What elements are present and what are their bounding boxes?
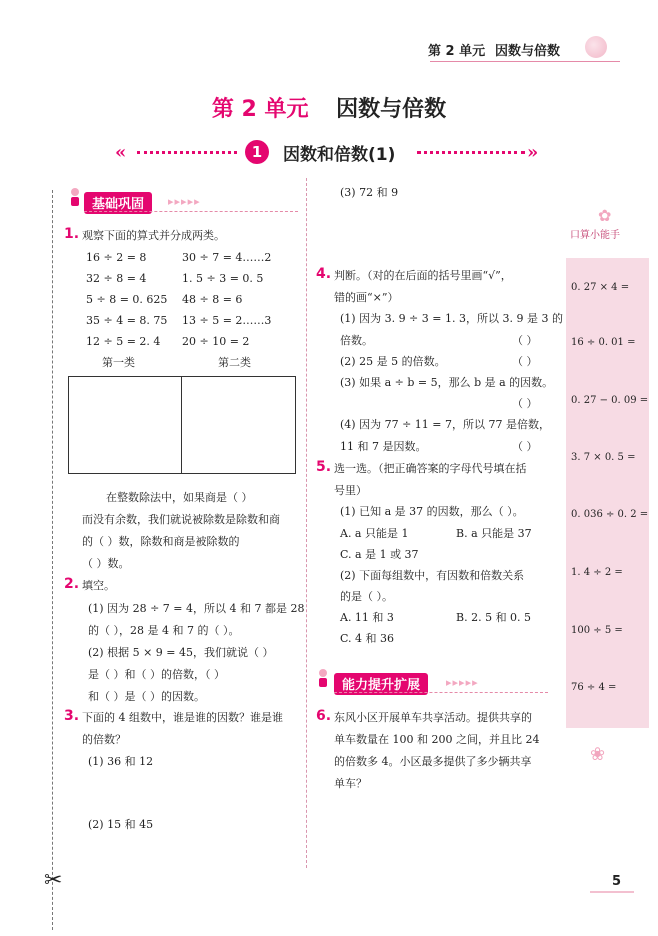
flower-icon: ❀ xyxy=(590,744,606,765)
answer-paren[interactable]: （ ） xyxy=(512,355,538,368)
mental-math-item: 0. 27 × 4 = xyxy=(571,282,630,293)
q3-item: (2) 15 和 45 xyxy=(88,818,154,831)
formula: 5 ÷ 8 = 0. 625 xyxy=(86,293,168,306)
scissors-icon: ✂ xyxy=(44,868,63,893)
header-topic: 因数与倍数 xyxy=(495,44,561,59)
formula: 48 ÷ 8 = 6 xyxy=(182,293,243,306)
question-prompt: 判断。（对的在后面的括号里画“√”， xyxy=(334,269,512,282)
choice-question: 的是（ ）。 xyxy=(340,590,393,603)
choice-option[interactable]: A. 11 和 3 xyxy=(340,611,394,624)
judge-item: 11 和 7 是因数。 xyxy=(340,440,427,453)
choice-question: (1) 已知 a 是 37 的因数，那么（ ）。 xyxy=(340,505,524,518)
question-number: 5. xyxy=(316,459,332,475)
word-problem-text: 单车数量在 100 和 200 之间，并且比 24 xyxy=(334,733,540,746)
header-underline xyxy=(430,61,620,62)
column-divider xyxy=(306,178,307,868)
lesson-number: 1 xyxy=(245,140,269,164)
unit-title-number: 第 2 单元 xyxy=(211,97,309,122)
chevron-right-icon: » xyxy=(527,142,533,163)
arrow-decoration-icon: ▸▸▸▸▸ xyxy=(446,676,479,689)
choice-option[interactable]: B. a 只能是 37 xyxy=(456,527,532,540)
side-panel-title: 口算小能手 xyxy=(570,230,620,241)
mental-math-item: 0. 27 − 0. 09 = xyxy=(571,395,649,406)
judge-item: (1) 因为 3. 9 ÷ 3 = 1. 3，所以 3. 9 是 3 的 xyxy=(340,312,563,325)
fill-text: (1) 因为 28 ÷ 7 = 4，所以 4 和 7 都是 28 xyxy=(88,602,305,615)
question-prompt: 的倍数？ xyxy=(82,733,126,746)
fill-text: (2) 根据 5 × 9 = 45，我们就说（ ） xyxy=(88,646,274,659)
formula: 30 ÷ 7 = 4……2 xyxy=(182,251,272,264)
lesson-title: 因数和倍数(1) xyxy=(283,145,396,165)
question-prompt: 填空。 xyxy=(82,579,115,592)
fill-text: 在整数除法中，如果商是（ ） xyxy=(106,491,253,504)
judge-item: 倍数。 xyxy=(340,334,373,347)
mental-math-item: 1. 4 ÷ 2 = xyxy=(571,567,623,578)
girl-mascot-icon xyxy=(316,668,330,690)
judge-item: (4) 因为 77 ÷ 11 = 7，所以 77 是倍数， xyxy=(340,418,550,431)
section-tag-basic: 基础巩固 xyxy=(84,192,152,214)
flower-icon: ✿ xyxy=(598,206,612,225)
q3-item: (3) 72 和 9 xyxy=(340,186,399,199)
fill-text: （ ）数。 xyxy=(82,557,130,570)
question-prompt: 观察下面的算式并分成两类。 xyxy=(82,229,225,242)
fill-text: 和（ ）是（ ）的因数。 xyxy=(88,690,205,703)
choice-question: (2) 下面每组数中，有因数和倍数关系 xyxy=(340,569,525,582)
judge-item: (2) 25 是 5 的倍数。 xyxy=(340,355,446,368)
mental-math-item: 100 ÷ 5 = xyxy=(571,625,623,636)
formula: 20 ÷ 10 = 2 xyxy=(182,335,250,348)
question-number: 3. xyxy=(64,708,80,724)
cut-line xyxy=(52,190,53,930)
question-prompt: 选一选。（把正确答案的字母代号填在括 xyxy=(334,462,527,475)
unit-title xyxy=(0,92,658,123)
lesson-bar xyxy=(115,138,545,166)
answer-paren[interactable]: （ ） xyxy=(512,440,538,453)
question-number: 4. xyxy=(316,266,332,282)
classification-divider xyxy=(181,376,182,474)
answer-paren[interactable]: （ ） xyxy=(512,334,538,347)
unit-title-name: 因数与倍数 xyxy=(336,97,447,122)
dotted-line-left xyxy=(137,151,237,154)
formula: 13 ÷ 5 = 2……3 xyxy=(182,314,272,327)
mental-math-item: 16 ÷ 0. 01 = xyxy=(571,337,636,348)
formula: 16 ÷ 2 = 8 xyxy=(86,251,147,264)
choice-option[interactable]: C. 4 和 36 xyxy=(340,632,395,645)
question-number: 2. xyxy=(64,576,80,592)
dotted-line-right xyxy=(417,151,525,154)
side-panel xyxy=(566,258,649,728)
formula: 35 ÷ 4 = 8. 75 xyxy=(86,314,168,327)
girl-mascot-icon xyxy=(68,187,82,209)
question-number: 6. xyxy=(316,708,332,724)
word-problem-text: 东风小区开展单车共享活动。提供共享的 xyxy=(334,711,532,724)
choice-option[interactable]: B. 2. 5 和 0. 5 xyxy=(456,611,532,624)
section-underline xyxy=(84,211,298,212)
choice-option[interactable]: A. a 只能是 1 xyxy=(340,527,409,540)
word-problem-text: 的倍数多 4。小区最多提供了多少辆共享 xyxy=(334,755,532,768)
answer-paren[interactable]: （ ） xyxy=(512,397,538,410)
header-decoration-icon xyxy=(585,36,607,58)
word-problem-text: 单车？ xyxy=(334,777,367,790)
q3-item: (1) 36 和 12 xyxy=(88,755,154,768)
class-label: 第一类 xyxy=(102,356,135,369)
chevron-left-icon: « xyxy=(115,142,121,163)
page-number-underline xyxy=(590,891,634,893)
fill-text: 是（ ）和（ ）的倍数，（ ） xyxy=(88,668,225,681)
judge-item: (3) 如果 a ÷ b = 5，那么 b 是 a 的因数。 xyxy=(340,376,554,389)
question-prompt: 号里） xyxy=(334,484,367,497)
section-tag-advanced: 能力提升扩展 xyxy=(334,673,428,695)
mental-math-item: 76 ÷ 4 = xyxy=(571,682,617,693)
header-unit: 第 2 单元 xyxy=(428,44,486,59)
question-number: 1. xyxy=(64,226,80,242)
classification-box[interactable] xyxy=(68,376,296,474)
class-label: 第二类 xyxy=(218,356,251,369)
fill-text: 的（ ），28 是 4 和 7 的（ ）。 xyxy=(88,624,240,637)
question-prompt: 错的画“×”） xyxy=(334,291,399,304)
formula: 32 ÷ 8 = 4 xyxy=(86,272,147,285)
arrow-decoration-icon: ▸▸▸▸▸ xyxy=(168,195,201,208)
section-underline xyxy=(334,692,548,693)
question-prompt: 下面的 4 组数中，谁是谁的因数？谁是谁 xyxy=(82,711,283,724)
page-number: 5 xyxy=(612,874,622,889)
mental-math-item: 3. 7 × 0. 5 = xyxy=(571,452,636,463)
formula: 12 ÷ 5 = 2. 4 xyxy=(86,335,161,348)
fill-text: 而没有余数，我们就说被除数是除数和商 xyxy=(82,513,280,526)
formula: 1. 5 ÷ 3 = 0. 5 xyxy=(182,272,264,285)
choice-option[interactable]: C. a 是 1 或 37 xyxy=(340,548,419,561)
mental-math-item: 0. 036 ÷ 0. 2 = xyxy=(571,509,649,520)
fill-text: 的（ ）数，除数和商是被除数的 xyxy=(82,535,240,548)
